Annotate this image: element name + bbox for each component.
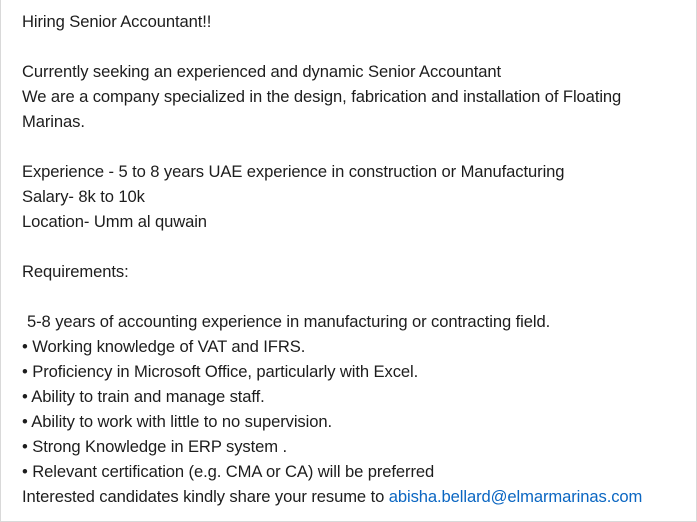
- apply-text: Interested candidates kindly share your resume to: [22, 487, 389, 506]
- requirements-heading: Requirements:: [22, 262, 129, 281]
- requirement-item: • Working knowledge of VAT and IFRS.: [22, 337, 306, 356]
- spacer: [22, 234, 696, 259]
- post-title: Hiring Senior Accountant!!: [22, 12, 212, 31]
- requirement-item: • Strong Knowledge in ERP system .: [22, 437, 287, 456]
- spacer: [22, 134, 696, 159]
- spacer: [22, 34, 696, 59]
- location-text: Location- Umm al quwain: [22, 212, 207, 231]
- requirement-item: • Proficiency in Microsoft Office, particularly with Excel.: [22, 362, 419, 381]
- requirement-item: • Ability to train and manage staff.: [22, 387, 265, 406]
- salary-text: Salary- 8k to 10k: [22, 187, 145, 206]
- company-description-continued: Marinas.: [22, 112, 85, 131]
- requirement-item: 5-8 years of accounting experience in manufacturing or contracting field.: [27, 312, 551, 331]
- company-description: We are a company specialized in the design, fabrication and installation of Floating: [22, 87, 622, 106]
- spacer: [22, 284, 696, 309]
- requirement-item: • Ability to work with little to no supervision.: [22, 412, 332, 431]
- requirement-item: • Relevant certification (e.g. CMA or CA) will be preferred: [22, 462, 435, 481]
- intro-line: Currently seeking an experienced and dynamic Senior Accountant: [22, 62, 501, 81]
- email-link[interactable]: abisha.bellard@elmarmarinas.com: [388, 487, 643, 506]
- apply-line: [22, 484, 696, 509]
- experience-text: Experience - 5 to 8 years UAE experience in construction or Manufacturing: [22, 162, 565, 181]
